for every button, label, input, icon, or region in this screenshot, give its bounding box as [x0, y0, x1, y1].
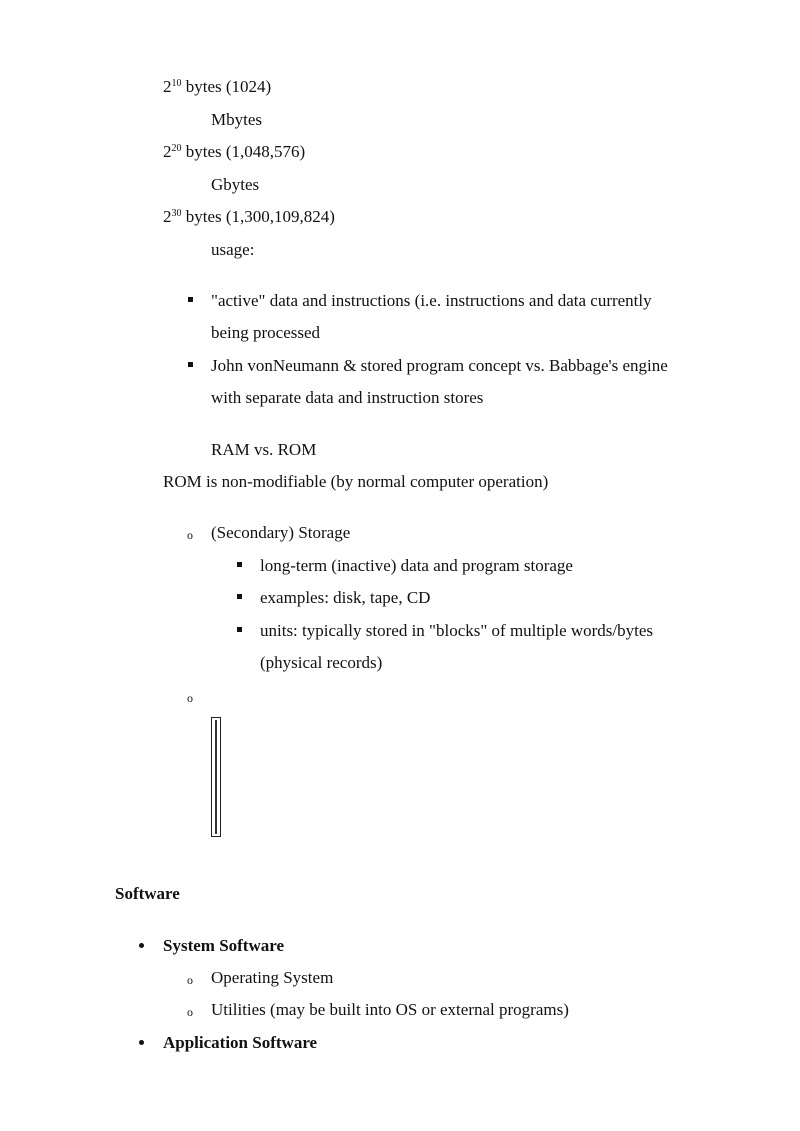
square-bullet-icon [188, 362, 193, 367]
kb-base: 2 [163, 77, 172, 96]
system-item-os: Operating System [211, 968, 334, 987]
storage-item-3-line-2: (physical records) [260, 653, 383, 672]
software-heading: Software [115, 884, 180, 903]
kilobyte-line [163, 77, 271, 97]
ram-vs-rom: RAM vs. ROM [211, 440, 317, 459]
square-bullet-icon [237, 594, 242, 599]
gigabyte-line [163, 207, 335, 227]
mbytes-label: Mbytes [211, 110, 262, 129]
usage-item-1-line-1: "active" data and instructions (i.e. instructions and data currently [211, 291, 652, 310]
mb-base: 2 [163, 142, 172, 161]
circle-bullet-icon: o [187, 691, 193, 705]
circle-bullet-icon: o [187, 528, 193, 542]
storage-item-1: long-term (inactive) data and program storage [260, 556, 573, 575]
mb-exponent: 20 [171, 143, 182, 154]
application-software-label: Application Software [163, 1033, 318, 1052]
image-bar [215, 720, 217, 834]
gb-text: bytes (1,300,109,824) [181, 207, 335, 226]
usage-item-2-line-2: with separate data and instruction stores [211, 388, 484, 407]
rom-note: ROM is non-modifiable (by normal computer operation) [163, 472, 549, 491]
kb-text: bytes (1024) [181, 77, 272, 96]
usage-item-1-line-2: being processed [211, 323, 321, 342]
storage-item-2: examples: disk, tape, CD [260, 588, 431, 607]
gb-exponent: 30 [171, 208, 182, 219]
circle-bullet-icon: o [187, 973, 193, 987]
mb-text: bytes (1,048,576) [181, 142, 306, 161]
storage-item-3: units: typically stored in "blocks" of multiple words/bytes [260, 621, 654, 640]
disc-bullet-icon [139, 943, 144, 948]
storage-heading: (Secondary) Storage [211, 523, 351, 542]
circle-bullet-icon: o [187, 1005, 193, 1019]
usage-label: usage: [211, 240, 255, 259]
square-bullet-icon [237, 562, 242, 567]
gbytes-label: Gbytes [211, 175, 260, 194]
system-item-utilities: Utilities (may be built into OS or external programs) [211, 1000, 569, 1019]
megabyte-line [163, 142, 305, 162]
usage-item-2-line-1: John vonNeumann & stored program concept vs. Babbage's engine [211, 356, 668, 375]
system-software-label: System Software [163, 936, 285, 955]
gb-base: 2 [163, 207, 172, 226]
disc-bullet-icon [139, 1040, 144, 1045]
embedded-image-icon [211, 717, 221, 837]
kb-exponent: 10 [171, 78, 182, 89]
square-bullet-icon [188, 297, 193, 302]
square-bullet-icon [237, 627, 242, 632]
